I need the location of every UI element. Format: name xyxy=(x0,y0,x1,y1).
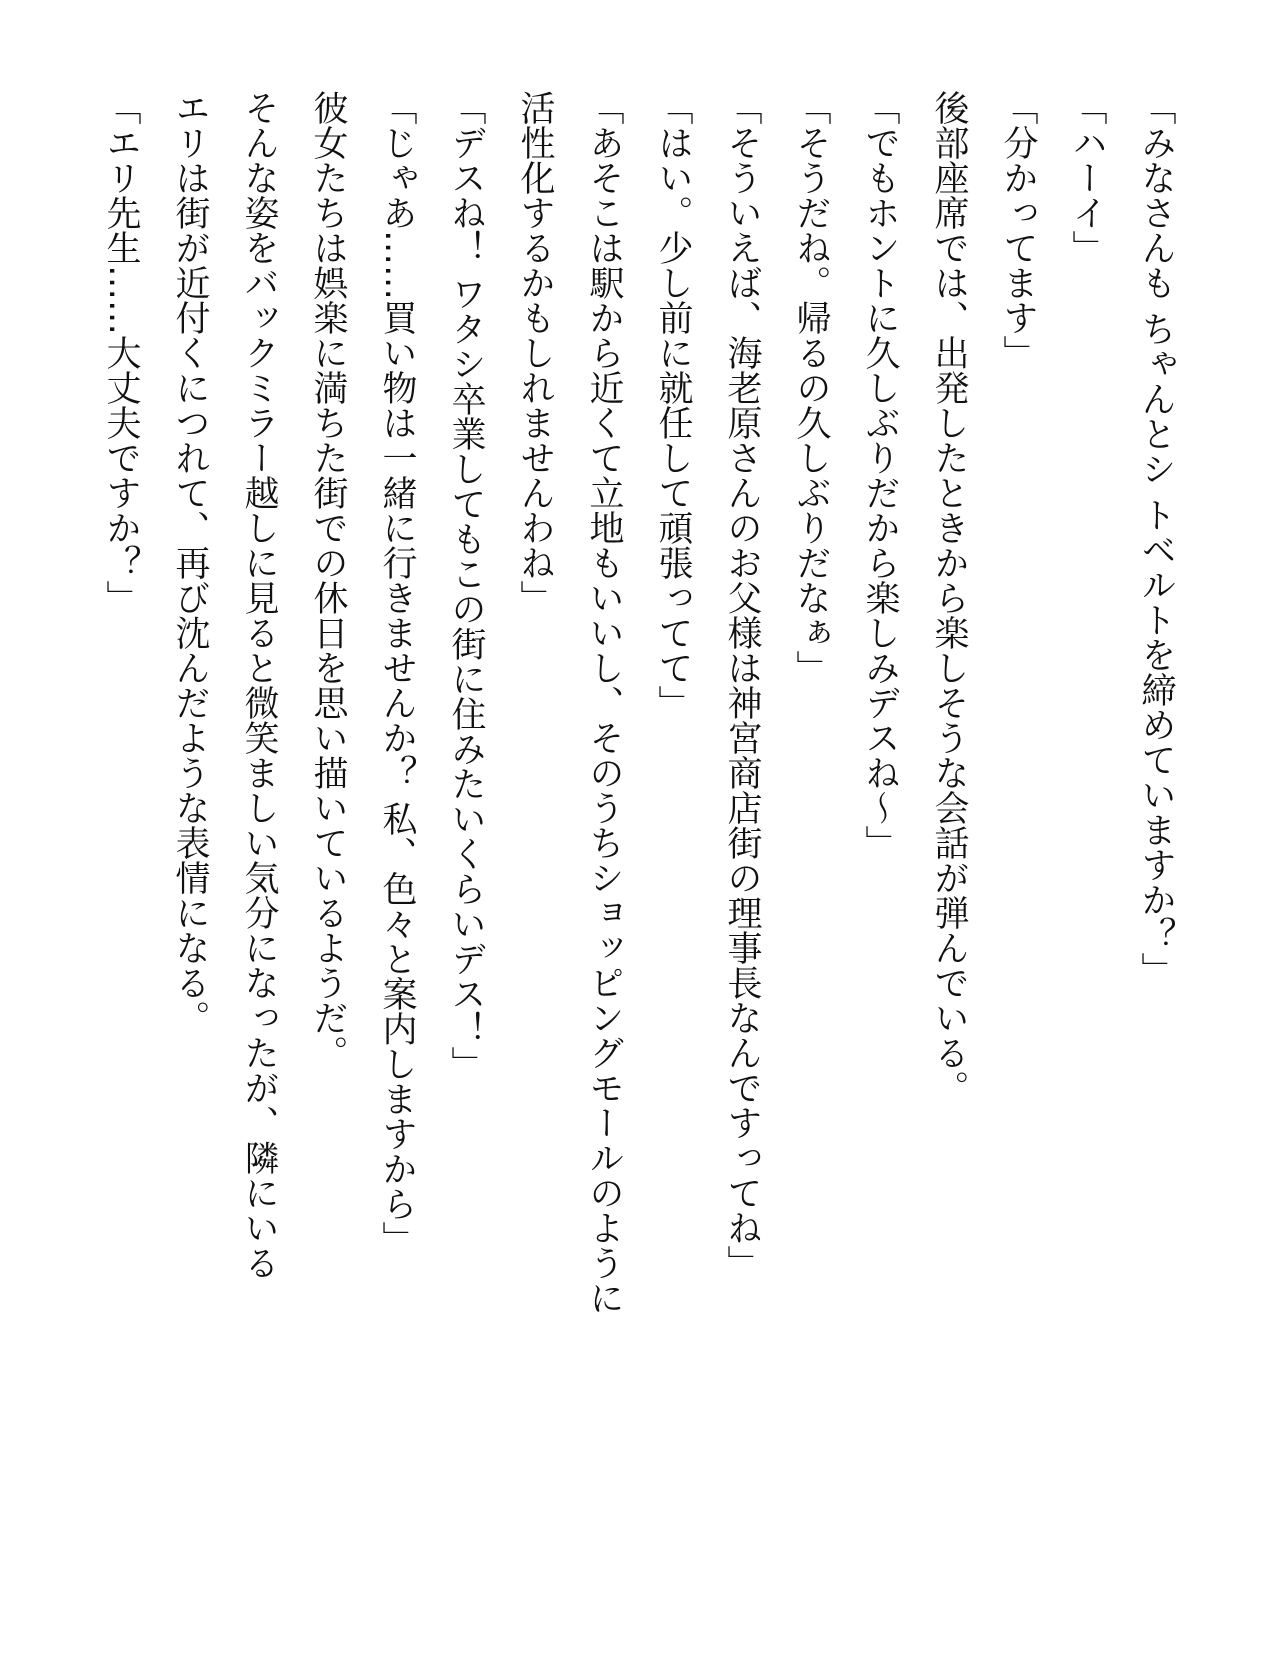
text-line: 活性化するかもしれませんわね」 xyxy=(515,90,555,615)
text-line: 「そうだね。帰るの久しぶりだなぁ」 xyxy=(791,90,831,685)
text-line: 「はい。少し前に就任して頑張ってて」 xyxy=(653,90,693,720)
text-line: 後部座席では、出発したときから楽しそうな会話が弾んでいる。 xyxy=(929,90,969,1105)
text-line: 「じゃあ……買い物は一緒に行きませんか？ 私、色々と案内しますから」 xyxy=(377,90,417,1257)
text-line: 「あそこは駅から近くて立地もいいし、そのうちショッピングモールのように xyxy=(584,90,624,1315)
vertical-text-area xyxy=(60,90,1190,1610)
text-line: 「デスね！ ワタシ卒業してもこの街に住みたいくらいデス！」 xyxy=(446,90,486,1082)
text-line: 「みなさんも ちゃんとシ トベルトを締めていますか？」 xyxy=(1136,90,1176,988)
text-line: 「そういえば、海老原さんのお父様は神宮商店街の理事長なんですってね」 xyxy=(722,90,762,1280)
text-line: 彼女たちは娯楽に満ちた街での休日を思い描いているようだ。 xyxy=(308,90,348,1070)
text-line: 「エリ先生……大丈夫ですか？」 xyxy=(101,90,141,615)
vertical-text-columns xyxy=(86,90,1190,1610)
text-line: 「でもホントに久しぶりだから楽しみデスね～」 xyxy=(860,90,900,860)
text-line: エリは街が近付くにつれて、再び沈んだような表情になる。 xyxy=(170,90,210,1035)
text-line: そんな姿をバックミラー越しに見ると微笑ましい気分になったが、隣にいる xyxy=(239,90,279,1280)
text-line: 「ハーイ」 xyxy=(1067,90,1107,265)
text-line: 「分かってます」 xyxy=(998,90,1038,370)
